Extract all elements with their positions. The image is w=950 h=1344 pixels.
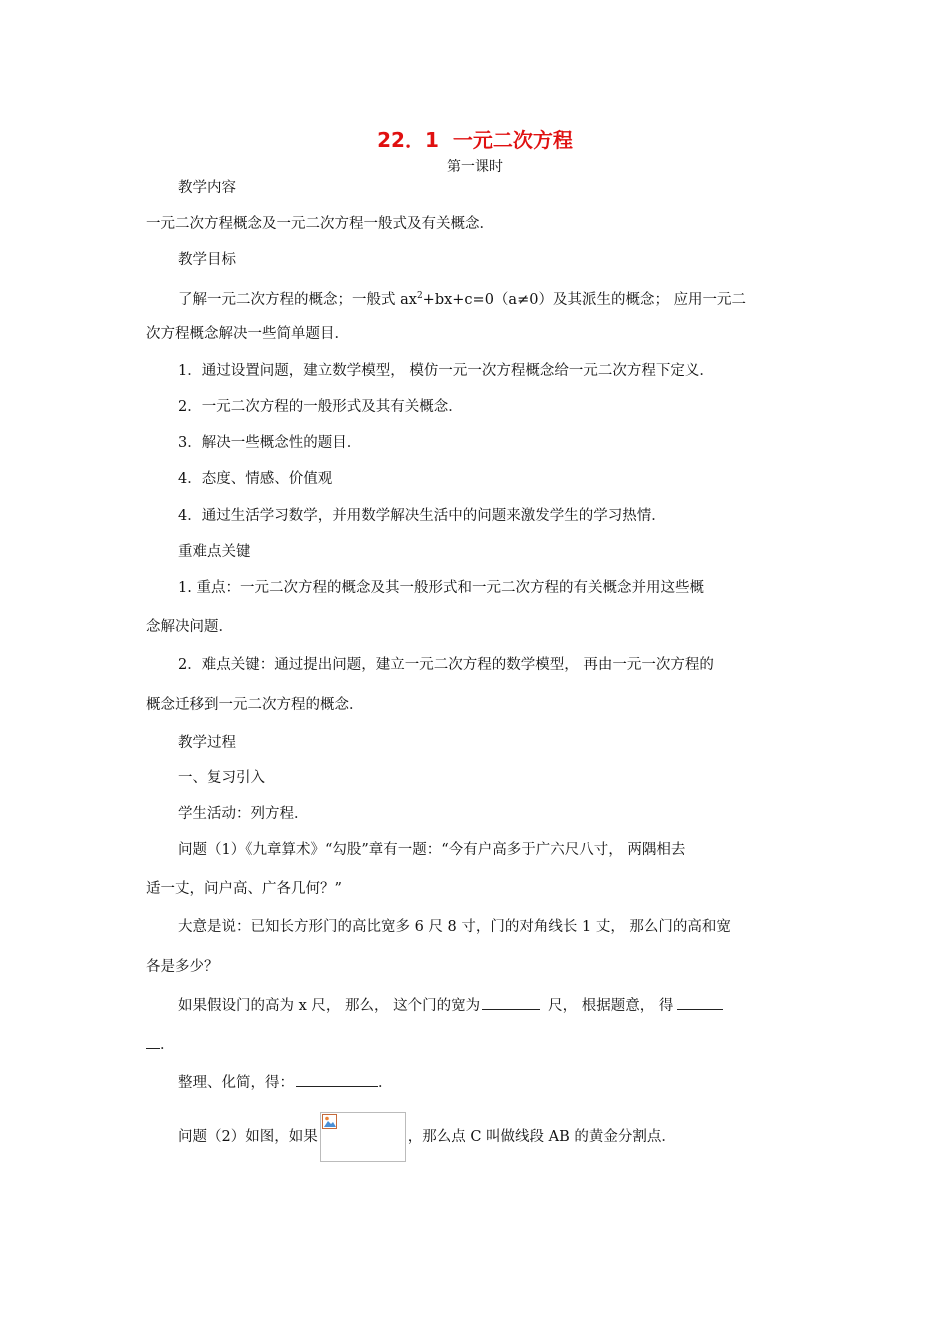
question-1: 问题（1）《九章算术》“勾股”章有一题：“今有户高多于广六尺八寸， 两隅相去 — [178, 842, 686, 858]
list-item: 4．通过生活学习数学，并用数学解决生活中的问题来激发学生的学习热情． — [178, 508, 666, 524]
heading-content: 教学内容 — [178, 180, 236, 196]
simplify-line — [178, 1071, 393, 1093]
assume-text-b: 尺， 根据题意， 得 — [548, 998, 674, 1014]
key-point-2: 2．难点关键：通过提出问题，建立一元二次方程的数学模型， 再由一元一次方程的 — [178, 657, 714, 673]
assume-line-cont — [146, 1033, 175, 1055]
heading-key: 重难点关键 — [178, 544, 251, 560]
goal-line — [178, 286, 746, 310]
section-title: 一元二次方程 — [452, 128, 573, 152]
meaning-text: 大意是说：已知长方形门的高比宽多 6 尺 8 寸，门的对角线长 1 丈， 那么门的高和宽 — [178, 919, 731, 935]
list-item: 4．态度、情感、价值观 — [178, 471, 333, 487]
meaning-text-cont: 各是多少？ — [146, 959, 219, 975]
key-point-2-cont: 概念迁移到一元二次方程的概念． — [146, 697, 364, 713]
assume-end: ． — [160, 1037, 175, 1053]
heading-process: 教学过程 — [178, 735, 236, 751]
question-2-text-a: 问题（2）如图，如果 — [178, 1129, 318, 1145]
content-text: 一元二次方程概念及一元二次方程一般式及有关概念． — [146, 216, 494, 232]
page-title — [0, 124, 950, 153]
broken-image-icon — [322, 1114, 338, 1130]
key-point-1-cont: 念解决问题． — [146, 619, 233, 635]
goal-superscript: 2 — [416, 291, 423, 301]
simplify-text: 整理、化简，得： — [178, 1075, 294, 1091]
goal-text-b: +bx+c=0（a≠0）及其派生的概念； 应用一元二 — [422, 291, 747, 308]
student-activity: 学生活动：列方程． — [178, 806, 309, 822]
list-item: 1．通过设置问题，建立数学模型， 模仿一元一次方程概念给一元二次方程下定义． — [178, 363, 714, 379]
simplify-blank — [296, 1071, 378, 1087]
assume-line — [178, 994, 723, 1016]
goal-text-a: 了解一元二次方程的概念；一般式 ax — [178, 291, 417, 308]
page-subtitle: 第一课时 — [447, 159, 503, 175]
width-blank — [482, 994, 540, 1010]
goal-line-2: 次方程概念解决一些简单题目． — [146, 326, 349, 342]
question-1-cont: 适一丈，问户高、广各几何？” — [146, 881, 342, 897]
section-number: 22．1 — [377, 128, 439, 152]
review-heading: 一、复习引入 — [178, 770, 265, 786]
simplify-end: ． — [378, 1075, 393, 1091]
equation-blank-cont — [146, 1033, 160, 1049]
assume-text-a: 如果假设门的高为 x 尺， 那么， 这个门的宽为 — [178, 998, 481, 1014]
question-2 — [178, 1112, 676, 1162]
heading-goal: 教学目标 — [178, 252, 236, 268]
key-point-1: 1. 重点：一元二次方程的概念及其一般形式和一元二次方程的有关概念并用这些概 — [178, 580, 704, 596]
question-2-text-b: ，那么点 C 叫做线段 AB 的黄金分割点． — [407, 1129, 676, 1145]
broken-image — [320, 1112, 406, 1162]
list-item: 2．一元二次方程的一般形式及其有关概念． — [178, 399, 463, 415]
list-item: 3．解决一些概念性的题目． — [178, 435, 362, 451]
equation-blank — [677, 994, 723, 1010]
